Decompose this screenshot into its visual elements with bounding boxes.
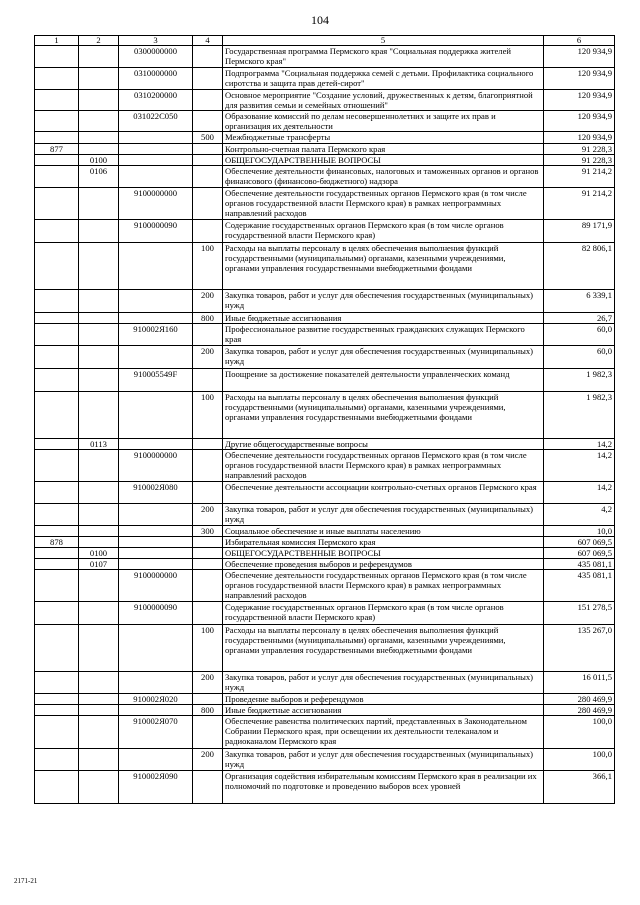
section-code bbox=[35, 450, 79, 482]
item-name: Содержание государственных органов Пермского края (в том числе органов государственной власти Пермского края) bbox=[223, 602, 544, 625]
section-code bbox=[35, 705, 79, 716]
target-article-code bbox=[119, 144, 193, 155]
item-name: Расходы на выплаты персоналу в целях обеспечения выполнения функций государственными (муниципальными) органами, казенными учреждениями, органами управления государственными внебюджетными фондами bbox=[223, 625, 544, 672]
subsection-code bbox=[79, 243, 119, 290]
item-name: ОБЩЕГОСУДАРСТВЕННЫЕ ВОПРОСЫ bbox=[223, 155, 544, 166]
item-name: Обеспечение деятельности финансовых, налоговых и таможенных органов и органов финансового (финансово-бюджетного) надзора bbox=[223, 166, 544, 188]
item-name: Закупка товаров, работ и услуг для обеспечения государственных (муниципальных) нужд bbox=[223, 749, 544, 771]
amount: 89 171,9 bbox=[544, 220, 615, 243]
item-name: Подпрограмма "Социальная поддержка семей с детьми. Профилактика социального сиротства и защита прав детей-сирот" bbox=[223, 68, 544, 90]
target-article-code bbox=[119, 672, 193, 694]
item-name: Проведение выборов и референдумов bbox=[223, 694, 544, 705]
target-article-code bbox=[119, 537, 193, 548]
target-article-code bbox=[119, 132, 193, 144]
amount: 280 469,9 bbox=[544, 694, 615, 705]
amount: 82 806,1 bbox=[544, 243, 615, 290]
amount: 16 011,5 bbox=[544, 672, 615, 694]
amount: 435 081,1 bbox=[544, 570, 615, 602]
column-header: 1 bbox=[35, 36, 79, 46]
target-article-code: 9100000090 bbox=[119, 220, 193, 243]
subsection-code bbox=[79, 46, 119, 68]
expense-type-code bbox=[193, 369, 223, 392]
table-row bbox=[35, 243, 615, 290]
target-article-code bbox=[119, 548, 193, 559]
table-row bbox=[35, 155, 615, 166]
expense-type-code: 200 bbox=[193, 290, 223, 313]
table-row bbox=[35, 144, 615, 155]
item-name: Содержание государственных органов Пермского края (в том числе органов государственной власти Пермского края) bbox=[223, 220, 544, 243]
section-code bbox=[35, 749, 79, 771]
subsection-code bbox=[79, 526, 119, 537]
target-article-code bbox=[119, 346, 193, 369]
section-code bbox=[35, 716, 79, 749]
expense-type-code bbox=[193, 482, 223, 504]
amount: 135 267,0 bbox=[544, 625, 615, 672]
subsection-code bbox=[79, 369, 119, 392]
section-code bbox=[35, 504, 79, 526]
table-row bbox=[35, 716, 615, 749]
item-name: Обеспечение деятельности государственных органов Пермского края (в том числе органов государственной власти Пермского края) в рамках непрограммных направлений расходов bbox=[223, 188, 544, 220]
section-code bbox=[35, 482, 79, 504]
amount: 91 228,3 bbox=[544, 144, 615, 155]
expense-type-code bbox=[193, 68, 223, 90]
budget-table bbox=[34, 35, 615, 804]
expense-type-code bbox=[193, 155, 223, 166]
section-code bbox=[35, 220, 79, 243]
subsection-code bbox=[79, 504, 119, 526]
subsection-code: 0100 bbox=[79, 155, 119, 166]
amount: 14,2 bbox=[544, 439, 615, 450]
table-row bbox=[35, 537, 615, 548]
target-article-code: 910002Я080 bbox=[119, 482, 193, 504]
section-code bbox=[35, 346, 79, 369]
item-name: Закупка товаров, работ и услуг для обеспечения государственных (муниципальных) нужд bbox=[223, 290, 544, 313]
column-header: 3 bbox=[119, 36, 193, 46]
expense-type-code bbox=[193, 46, 223, 68]
target-article-code bbox=[119, 705, 193, 716]
expense-type-code bbox=[193, 771, 223, 804]
column-header-row bbox=[35, 36, 615, 46]
table-row bbox=[35, 346, 615, 369]
section-code bbox=[35, 392, 79, 439]
expense-type-code bbox=[193, 188, 223, 220]
subsection-code bbox=[79, 313, 119, 324]
amount: 10,0 bbox=[544, 526, 615, 537]
section-code bbox=[35, 132, 79, 144]
item-name: Обеспечение деятельности государственных органов Пермского края (в том числе органов государственной власти Пермского края) в рамках непрограммных направлений расходов bbox=[223, 570, 544, 602]
target-article-code bbox=[119, 526, 193, 537]
amount: 366,1 bbox=[544, 771, 615, 804]
subsection-code bbox=[79, 570, 119, 602]
subsection-code bbox=[79, 188, 119, 220]
amount: 151 278,5 bbox=[544, 602, 615, 625]
subsection-code bbox=[79, 324, 119, 346]
target-article-code: 0300000000 bbox=[119, 46, 193, 68]
item-name: Закупка товаров, работ и услуг для обеспечения государственных (муниципальных) нужд bbox=[223, 346, 544, 369]
target-article-code: 0310000000 bbox=[119, 68, 193, 90]
target-article-code: 910002Я070 bbox=[119, 716, 193, 749]
expense-type-code: 100 bbox=[193, 392, 223, 439]
expense-type-code bbox=[193, 537, 223, 548]
subsection-code bbox=[79, 392, 119, 439]
item-name: Обеспечение равенства политических партий, представленных в Законодательном Собрании Пермского края, при освещении их деятельности телеканалом и радиоканалом Пермского края bbox=[223, 716, 544, 749]
target-article-code: 0310200000 bbox=[119, 90, 193, 111]
section-code bbox=[35, 46, 79, 68]
subsection-code bbox=[79, 694, 119, 705]
column-header: 2 bbox=[79, 36, 119, 46]
item-name: Иные бюджетные ассигнования bbox=[223, 705, 544, 716]
item-name: Расходы на выплаты персоналу в целях обеспечения выполнения функций государственными (муниципальными) органами, казенными учреждениями, органами управления государственными внебюджетными фондами bbox=[223, 392, 544, 439]
column-header: 5 bbox=[223, 36, 544, 46]
table-row bbox=[35, 749, 615, 771]
column-header: 6 bbox=[544, 36, 615, 46]
item-name: Профессиональное развитие государственных гражданских служащих Пермского края bbox=[223, 324, 544, 346]
amount: 100,0 bbox=[544, 716, 615, 749]
amount: 60,0 bbox=[544, 346, 615, 369]
section-code bbox=[35, 570, 79, 602]
subsection-code bbox=[79, 346, 119, 369]
expense-type-code: 100 bbox=[193, 243, 223, 290]
item-name: Государственная программа Пермского края "Социальная поддержка жителей Пермского края" bbox=[223, 46, 544, 68]
target-article-code bbox=[119, 166, 193, 188]
section-code bbox=[35, 771, 79, 804]
subsection-code: 0100 bbox=[79, 548, 119, 559]
table-row bbox=[35, 90, 615, 111]
amount: 607 069,5 bbox=[544, 548, 615, 559]
expense-type-code: 500 bbox=[193, 132, 223, 144]
table-row bbox=[35, 166, 615, 188]
amount: 4,2 bbox=[544, 504, 615, 526]
item-name: Межбюджетные трансферты bbox=[223, 132, 544, 144]
amount: 1 982,3 bbox=[544, 369, 615, 392]
amount: 120 934,9 bbox=[544, 68, 615, 90]
item-name: Обеспечение деятельности ассоциации контрольно-счетных органов Пермского края bbox=[223, 482, 544, 504]
table-row bbox=[35, 392, 615, 439]
amount: 607 069,5 bbox=[544, 537, 615, 548]
section-code bbox=[35, 369, 79, 392]
table-row bbox=[35, 694, 615, 705]
section-code bbox=[35, 155, 79, 166]
expense-type-code: 200 bbox=[193, 749, 223, 771]
table-row bbox=[35, 559, 615, 570]
subsection-code bbox=[79, 220, 119, 243]
section-code bbox=[35, 166, 79, 188]
expense-type-code: 300 bbox=[193, 526, 223, 537]
section-code bbox=[35, 602, 79, 625]
amount: 91 214,2 bbox=[544, 188, 615, 220]
expense-type-code: 200 bbox=[193, 672, 223, 694]
item-name: Образование комиссий по делам несовершеннолетних и защите их прав и организация их деятельности bbox=[223, 111, 544, 132]
amount: 91 214,2 bbox=[544, 166, 615, 188]
section-code bbox=[35, 290, 79, 313]
table-row bbox=[35, 570, 615, 602]
subsection-code: 0106 bbox=[79, 166, 119, 188]
expense-type-code bbox=[193, 570, 223, 602]
amount: 120 934,9 bbox=[544, 46, 615, 68]
table-row bbox=[35, 132, 615, 144]
amount: 100,0 bbox=[544, 749, 615, 771]
table-row bbox=[35, 324, 615, 346]
target-article-code: 910002Я090 bbox=[119, 771, 193, 804]
subsection-code bbox=[79, 68, 119, 90]
table-row bbox=[35, 526, 615, 537]
target-article-code bbox=[119, 749, 193, 771]
table-row bbox=[35, 369, 615, 392]
section-code bbox=[35, 625, 79, 672]
amount: 14,2 bbox=[544, 482, 615, 504]
table-row bbox=[35, 625, 615, 672]
table-row bbox=[35, 482, 615, 504]
expense-type-code: 200 bbox=[193, 504, 223, 526]
target-article-code: 910002Я160 bbox=[119, 324, 193, 346]
subsection-code: 0113 bbox=[79, 439, 119, 450]
section-code bbox=[35, 68, 79, 90]
expense-type-code bbox=[193, 90, 223, 111]
target-article-code bbox=[119, 439, 193, 450]
target-article-code bbox=[119, 559, 193, 570]
amount: 26,7 bbox=[544, 313, 615, 324]
target-article-code bbox=[119, 243, 193, 290]
footer-code: 2171-21 bbox=[14, 877, 38, 885]
section-code bbox=[35, 526, 79, 537]
subsection-code bbox=[79, 771, 119, 804]
table-row bbox=[35, 672, 615, 694]
amount: 1 982,3 bbox=[544, 392, 615, 439]
table-row bbox=[35, 313, 615, 324]
section-code bbox=[35, 548, 79, 559]
subsection-code bbox=[79, 290, 119, 313]
amount: 120 934,9 bbox=[544, 111, 615, 132]
section-code bbox=[35, 188, 79, 220]
item-name: Обеспечение деятельности государственных органов Пермского края (в том числе органов государственной власти Пермского края) в рамках непрограммных направлений расходов bbox=[223, 450, 544, 482]
subsection-code bbox=[79, 111, 119, 132]
amount: 280 469,9 bbox=[544, 705, 615, 716]
subsection-code bbox=[79, 625, 119, 672]
target-article-code bbox=[119, 392, 193, 439]
expense-type-code bbox=[193, 220, 223, 243]
amount: 120 934,9 bbox=[544, 132, 615, 144]
item-name: Закупка товаров, работ и услуг для обеспечения государственных (муниципальных) нужд bbox=[223, 672, 544, 694]
target-article-code bbox=[119, 313, 193, 324]
amount: 120 934,9 bbox=[544, 90, 615, 111]
item-name: Поощрение за достижение показателей деятельности управленческих команд bbox=[223, 369, 544, 392]
expense-type-code bbox=[193, 166, 223, 188]
section-code: 878 bbox=[35, 537, 79, 548]
expense-type-code: 800 bbox=[193, 313, 223, 324]
target-article-code: 9100000000 bbox=[119, 450, 193, 482]
table-row bbox=[35, 602, 615, 625]
expense-type-code bbox=[193, 716, 223, 749]
item-name: Основное мероприятие "Создание условий, дружественных к детям, благоприятной для развития семьи и семейных отношений" bbox=[223, 90, 544, 111]
expense-type-code: 200 bbox=[193, 346, 223, 369]
table-row bbox=[35, 504, 615, 526]
target-article-code: 9100000090 bbox=[119, 602, 193, 625]
expense-type-code bbox=[193, 559, 223, 570]
expense-type-code: 800 bbox=[193, 705, 223, 716]
expense-type-code bbox=[193, 439, 223, 450]
amount: 60,0 bbox=[544, 324, 615, 346]
section-code bbox=[35, 694, 79, 705]
column-header: 4 bbox=[193, 36, 223, 46]
table-row bbox=[35, 220, 615, 243]
table-row bbox=[35, 450, 615, 482]
target-article-code bbox=[119, 504, 193, 526]
item-name: Социальное обеспечение и иные выплаты населению bbox=[223, 526, 544, 537]
item-name: ОБЩЕГОСУДАРСТВЕННЫЕ ВОПРОСЫ bbox=[223, 548, 544, 559]
subsection-code bbox=[79, 749, 119, 771]
table-row bbox=[35, 439, 615, 450]
amount: 435 081,1 bbox=[544, 559, 615, 570]
subsection-code bbox=[79, 90, 119, 111]
subsection-code bbox=[79, 705, 119, 716]
subsection-code bbox=[79, 537, 119, 548]
expense-type-code bbox=[193, 450, 223, 482]
expense-type-code bbox=[193, 548, 223, 559]
target-article-code: 9100000000 bbox=[119, 188, 193, 220]
section-code bbox=[35, 672, 79, 694]
subsection-code: 0107 bbox=[79, 559, 119, 570]
target-article-code bbox=[119, 625, 193, 672]
subsection-code bbox=[79, 482, 119, 504]
section-code bbox=[35, 90, 79, 111]
section-code bbox=[35, 111, 79, 132]
expense-type-code bbox=[193, 694, 223, 705]
item-name: Другие общегосударственные вопросы bbox=[223, 439, 544, 450]
section-code bbox=[35, 243, 79, 290]
table-row bbox=[35, 111, 615, 132]
table-row bbox=[35, 46, 615, 68]
subsection-code bbox=[79, 450, 119, 482]
section-code bbox=[35, 559, 79, 570]
target-article-code bbox=[119, 155, 193, 166]
item-name: Иные бюджетные ассигнования bbox=[223, 313, 544, 324]
amount: 14,2 bbox=[544, 450, 615, 482]
subsection-code bbox=[79, 716, 119, 749]
table-row bbox=[35, 188, 615, 220]
subsection-code bbox=[79, 132, 119, 144]
table-row bbox=[35, 548, 615, 559]
table-row bbox=[35, 771, 615, 804]
target-article-code: 031022С050 bbox=[119, 111, 193, 132]
expense-type-code: 100 bbox=[193, 625, 223, 672]
budget-table-body bbox=[35, 36, 615, 804]
subsection-code bbox=[79, 602, 119, 625]
section-code bbox=[35, 439, 79, 450]
section-code: 877 bbox=[35, 144, 79, 155]
expense-type-code bbox=[193, 324, 223, 346]
target-article-code: 910005549F bbox=[119, 369, 193, 392]
amount: 91 228,3 bbox=[544, 155, 615, 166]
table-row bbox=[35, 705, 615, 716]
table-row bbox=[35, 290, 615, 313]
expense-type-code bbox=[193, 111, 223, 132]
target-article-code: 9100000000 bbox=[119, 570, 193, 602]
item-name: Организация содействия избирательным комиссиям Пермского края в реализации их полномочий по подготовке и проведению выборов всех уровней bbox=[223, 771, 544, 804]
expense-type-code bbox=[193, 602, 223, 625]
item-name: Расходы на выплаты персоналу в целях обеспечения выполнения функций государственными (муниципальными) органами, казенными учреждениями, органами управления государственными внебюджетными фондами bbox=[223, 243, 544, 290]
amount: 6 339,1 bbox=[544, 290, 615, 313]
item-name: Избирательная комиссия Пермского края bbox=[223, 537, 544, 548]
target-article-code bbox=[119, 290, 193, 313]
table-row bbox=[35, 68, 615, 90]
subsection-code bbox=[79, 144, 119, 155]
section-code bbox=[35, 324, 79, 346]
page-number: 104 bbox=[311, 13, 329, 27]
section-code bbox=[35, 313, 79, 324]
item-name: Закупка товаров, работ и услуг для обеспечения государственных (муниципальных) нужд bbox=[223, 504, 544, 526]
item-name: Контрольно-счетная палата Пермского края bbox=[223, 144, 544, 155]
subsection-code bbox=[79, 672, 119, 694]
item-name: Обеспечение проведения выборов и референдумов bbox=[223, 559, 544, 570]
target-article-code: 910002Я020 bbox=[119, 694, 193, 705]
expense-type-code bbox=[193, 144, 223, 155]
